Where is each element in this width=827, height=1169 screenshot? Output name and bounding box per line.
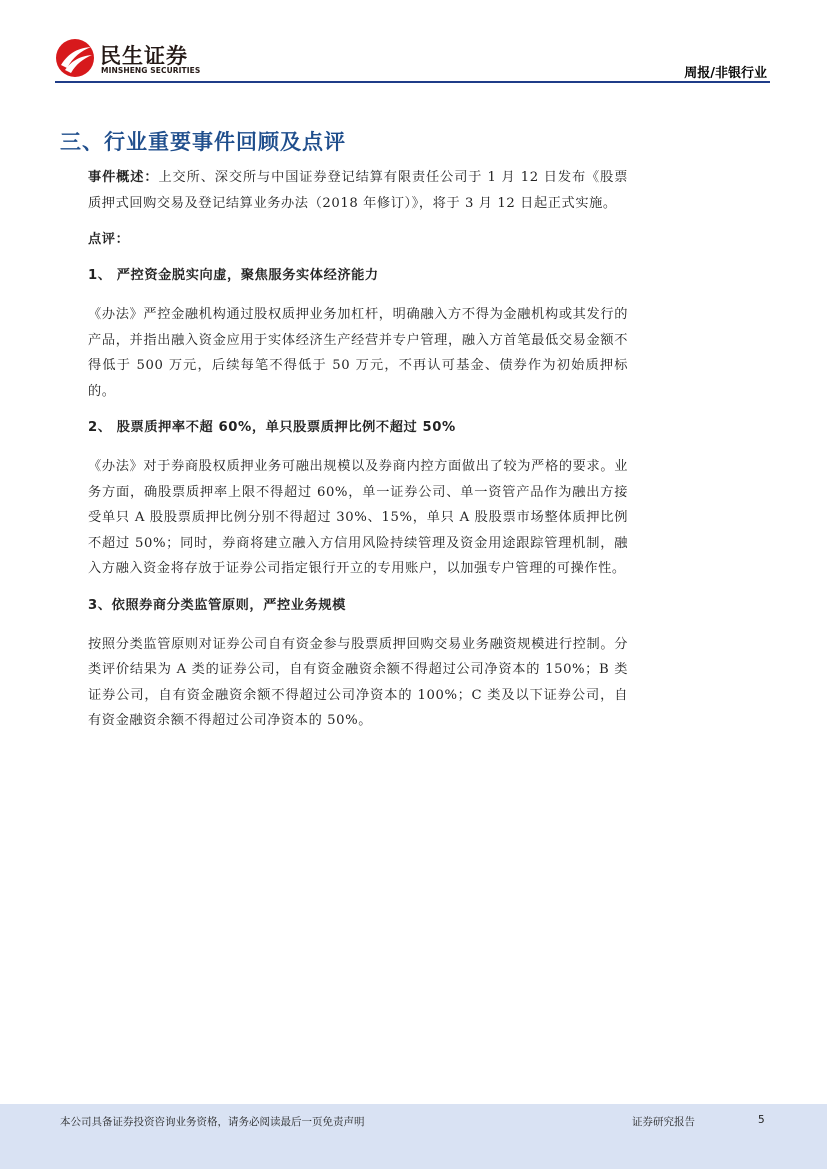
report-type: 周报/非银行业 [684, 66, 767, 81]
brand-name-cn: 民生证券 [100, 44, 188, 68]
page-number: 5 [758, 1114, 765, 1126]
main-content [88, 165, 628, 748]
point-2-body: 《办法》对于券商股权质押业务可融出规模以及券商内控方面做出了较为严格的要求。业务方面，确股票质押率上限不得超过 60%，单一证券公司、单一资管产品作为融出方接受单只 A 股股票质押比例分别不得超过 30%、15%，单只 A 股股票市场整体质押比例不超过 50%；同时，券商将建立融入方信用风险持续管理及资金用途跟踪管理机制，融入方融入资金将存放于证券公司指定银行开立的专用账户，以加强专户管理的可操作性。 [88, 459, 628, 576]
event-text: 上交所、深交所与中国证券登记结算有限责任公司于 1 月 12 日发布《股票质押式回购交易及登记结算业务办法（2018 年修订）》，将于 3 月 12 日起正式实施。 [88, 170, 629, 211]
point-1-heading: 1、 严控资金脱实向虚，聚焦服务实体经济能力 [88, 268, 379, 283]
comment-label: 点评： [88, 232, 130, 247]
event-label: 事件概述： [88, 170, 159, 185]
point-1-body: 《办法》严控金融机构通过股权质押业务加杠杆，明确融入方不得为金融机构或其发行的产品，并指出融入资金应用于实体经济生产经营并专户管理，融入方首笔最低交易金额不得低于 500 万元，后续每笔不得低于 50 万元，不再认可基金、债券作为初始质押标的。 [88, 307, 628, 399]
minsheng-logo-icon [55, 38, 95, 78]
section-title: 三、行业重要事件回顾及点评 [60, 130, 346, 154]
point-3-heading: 3、依照券商分类监管原则，严控业务规模 [88, 597, 346, 613]
point-2-heading: 2、 股票质押率不超 60%，单只股票质押比例不超过 50% [88, 420, 456, 435]
footer-doc-type: 证券研究报告 [632, 1116, 695, 1128]
event-summary [88, 165, 628, 216]
page-footer [0, 1104, 827, 1169]
header-divider [55, 81, 770, 83]
footer-disclaimer: 本公司具备证券投资咨询业务资格，请务必阅读最后一页免责声明 [60, 1116, 365, 1128]
point-3-body: 按照分类监管原则对证券公司自有资金参与股票质押回购交易业务融资规模进行控制。分类评价结果为 A 类的证券公司，自有资金融资余额不得超过公司净资本的 150%；B 类证券公司，自有资金融资余额不得超过公司净资本的 100%；C 类及以下证券公司，自有资金融资余额不得超过公司净资本的 50%。 [88, 636, 628, 728]
brand-name-en: MINSHENG SECURITIES [101, 66, 201, 75]
page-header [0, 0, 827, 90]
